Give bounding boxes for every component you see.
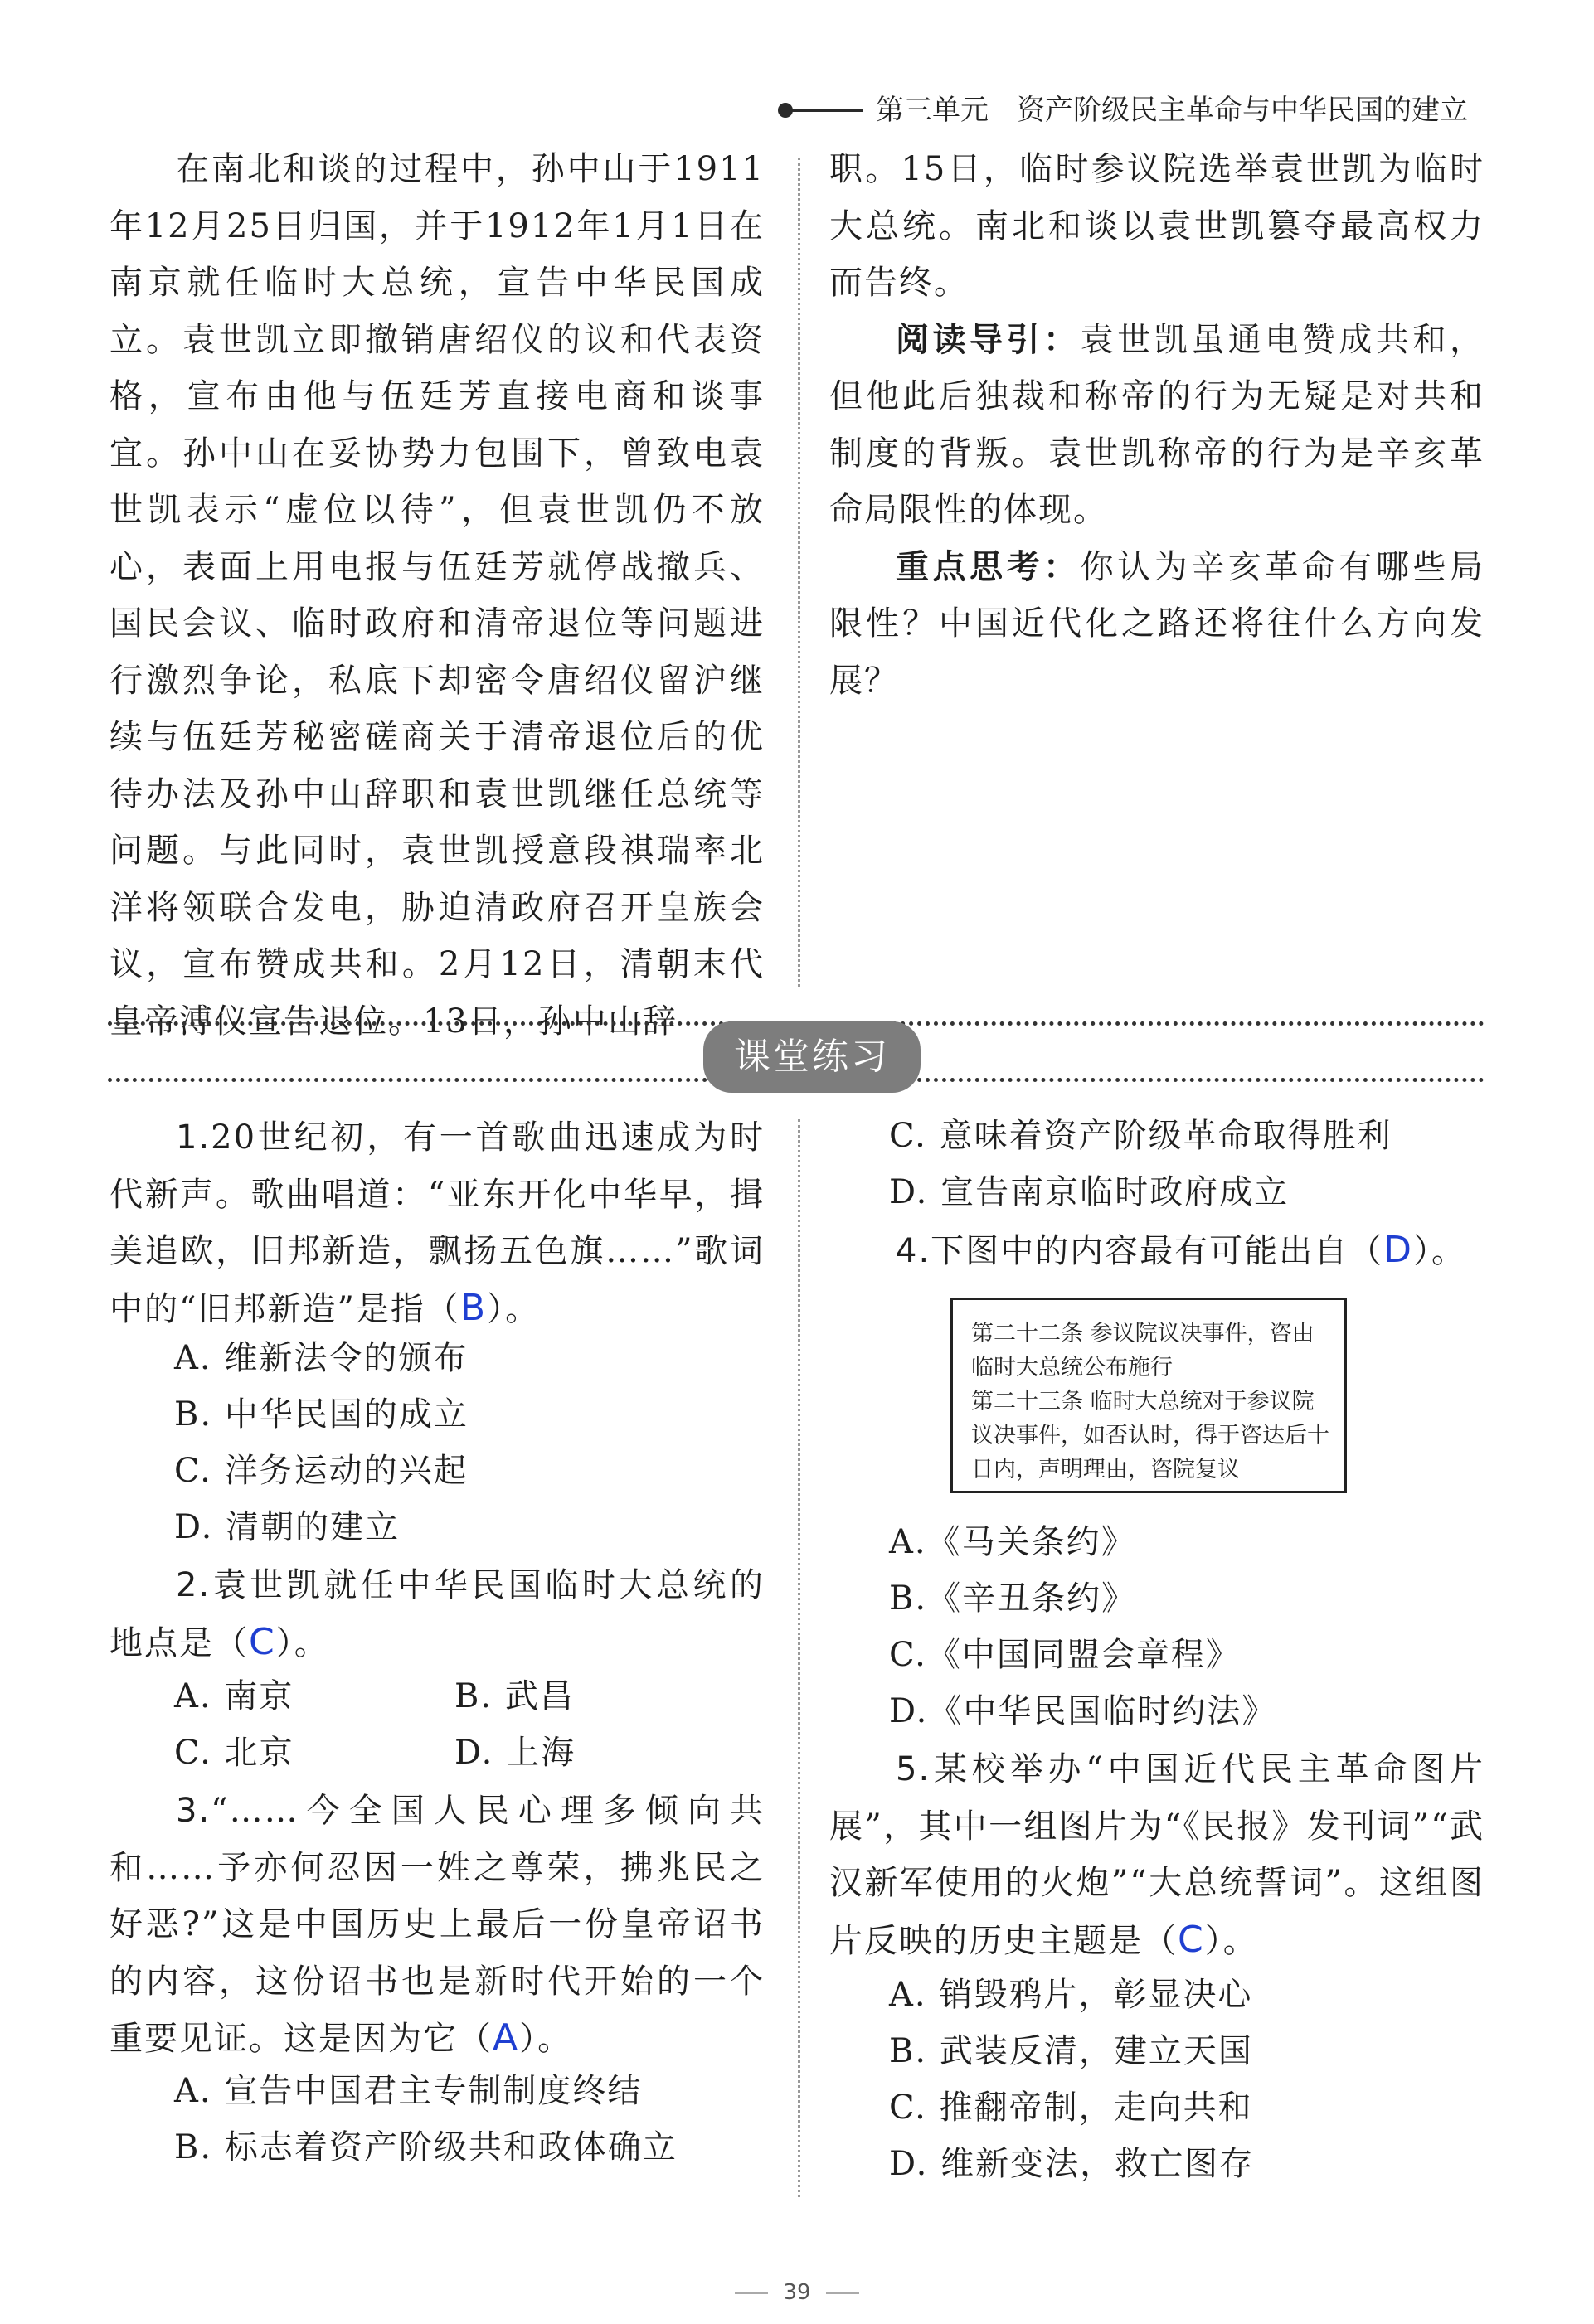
question-1-option-d: D. 清朝的建立 — [174, 1508, 401, 1546]
question-1-option-c: C. 洋务运动的兴起 — [174, 1452, 469, 1490]
question-4-option-b: B.《辛丑条约》 — [889, 1579, 1137, 1618]
question-1-stem: 1.20世纪初，有一首歌曲迅速成为时代新声。歌曲唱道：“亚东开化中华早，揖美追欧，旧邦新造，飘扬五色旗……”歌词中的“旧邦新造”是指（B）。 — [109, 1118, 765, 1329]
question-5-option-a: A. 销毁鸦片，彰显决心 — [889, 1976, 1253, 2014]
header-label — [863, 90, 1481, 131]
question-4 — [829, 1222, 1485, 1280]
section-title: 课堂练习 — [703, 1021, 921, 1093]
reading-left-column — [109, 141, 765, 1050]
question-3-option-c: C. 意味着资产阶级革命取得胜利 — [889, 1117, 1392, 1155]
question-4-option-d: D.《中华民国临时约法》 — [889, 1692, 1277, 1730]
excerpt-line: 第二十三条 临时大总统对于参议院 — [971, 1389, 1315, 1414]
unit-header — [771, 90, 1485, 131]
question-4-option-c: C.《中国同盟会章程》 — [889, 1636, 1241, 1674]
page-number: 39 — [783, 2280, 811, 2305]
think-text: 你认为辛亥革命有哪些局限性？中国近代化之路还将往什么方向发展？ — [829, 547, 1485, 700]
page-footer — [0, 2280, 1594, 2305]
guide-text: 袁世凯虽通电赞成共和，但他此后独裁和称帝的行为无疑是对共和制度的背叛。袁世凯称帝的行为是辛亥革命局限性的体现。 — [829, 320, 1485, 529]
excerpt-line: 日内，声明理由，咨院复议 — [971, 1457, 1240, 1482]
question-4-stem: 4.下图中的内容最有可能出自（D）。 — [896, 1229, 1467, 1271]
question-5-option-b: B. 武装反清，建立天国 — [889, 2032, 1253, 2070]
question-3-option-b: B. 标志着资产阶级共和政体确立 — [174, 2128, 678, 2166]
question-2-answer: C — [249, 1620, 276, 1663]
think-label: 重点思考： — [896, 547, 1081, 586]
question-3 — [109, 1783, 765, 2068]
question-5-option-d: D. 维新变法，救亡图存 — [889, 2145, 1255, 2183]
question-2 — [109, 1557, 765, 1671]
column-divider-top — [798, 158, 800, 987]
question-5 — [829, 1741, 1485, 1969]
column-divider-bottom — [798, 1119, 800, 2197]
question-1 — [109, 1109, 765, 1337]
excerpt-line: 第二十二条 参议院议决事件，咨由 — [971, 1321, 1315, 1346]
reading-left-text: 在南北和谈的过程中，孙中山于1911年12月25日归国，并于1912年1月1日在南京就任临时大总统，宣告中华民国成立。袁世凯立即撤销唐绍仪的议和代表资格，宣布由他与伍廷芳直接电商和谈事宜。孙中山在妥协势力包围下，曾致电袁世凯表示“虚位以待”，但袁世凯仍不放心，表面上用电报与伍廷芳就停战撤兵、国民会议、临时政府和清帝退位等问题进行激烈争论，私底下却密令唐绍仪留沪继续与伍廷芳秘密磋商关于清帝退位后的优待办法及孙中山辞职和袁世凯继任总统等问题。与此同时，袁世凯授意段祺瑞率北洋将领联合发电，胁迫清政府召开皇族会议，宣布赞成共和。2月12日，清朝末代皇帝溥仪宣告退位。13日，孙中山辞 — [109, 150, 765, 1041]
unit-name: 第三单元 — [876, 94, 989, 127]
question-2-option-b: B. 武昌 — [454, 1677, 575, 1715]
question-3-option-a: A. 宣告中国君主专制制度终结 — [174, 2072, 643, 2110]
footer-dash-left — [735, 2292, 768, 2294]
header-dot-left — [778, 103, 793, 118]
question-2-option-d: D. 上海 — [454, 1734, 576, 1772]
question-1-option-a: A. 维新法令的颁布 — [174, 1339, 469, 1377]
reading-guide — [829, 312, 1485, 539]
question-5-stem: 5.某校举办“中国近代民主革命图片展”，其中一组图片为“《民报》发刊词”“武汉新军使用的火炮”“大总统誓词”。这组图片反映的历史主题是（C）。 — [829, 1750, 1485, 1961]
question-2-stem: 2.袁世凯就任中华民国临时大总统的地点是（C）。 — [109, 1566, 765, 1663]
question-2-option-a: A. 南京 — [174, 1677, 294, 1715]
footer-dash-right — [826, 2292, 859, 2294]
guide-label: 阅读导引： — [896, 320, 1081, 359]
question-5-answer: C — [1178, 1918, 1205, 1961]
question-1-option-b: B. 中华民国的成立 — [174, 1395, 469, 1434]
question-3-stem: 3.“……今全国人民心理多倾向共和……予亦何忍因一姓之尊荣，拂兆民之好恶?”这是中国历史上最后一份皇帝诏书的内容，这份诏书也是新时代开始的一个重要见证。这是因为它（A）。 — [109, 1792, 765, 2059]
question-2-option-c: C. 北京 — [174, 1734, 294, 1772]
reading-right-text: 职。15日，临时参议院选举袁世凯为临时大总统。南北和谈以袁世凯篡夺最高权力而告终。 — [829, 150, 1485, 302]
question-3-option-d: D. 宣告南京临时政府成立 — [889, 1173, 1290, 1211]
question-5-option-c: C. 推翻帝制，走向共和 — [889, 2089, 1253, 2127]
question-4-option-a: A.《马关条约》 — [889, 1523, 1136, 1561]
excerpt-line: 临时大总统公布施行 — [971, 1355, 1173, 1380]
reading-right-column — [829, 141, 1485, 709]
unit-title: 资产阶级民主革命与中华民国的建立 — [1017, 94, 1468, 127]
question-1-answer: B — [459, 1286, 488, 1329]
question-3-answer: A — [493, 2016, 520, 2059]
constitution-excerpt-box — [950, 1298, 1347, 1493]
key-thinking — [829, 539, 1485, 710]
question-4-answer: D — [1383, 1229, 1414, 1271]
excerpt-line: 议决事件，如否认时，得于咨达后十 — [971, 1423, 1329, 1448]
